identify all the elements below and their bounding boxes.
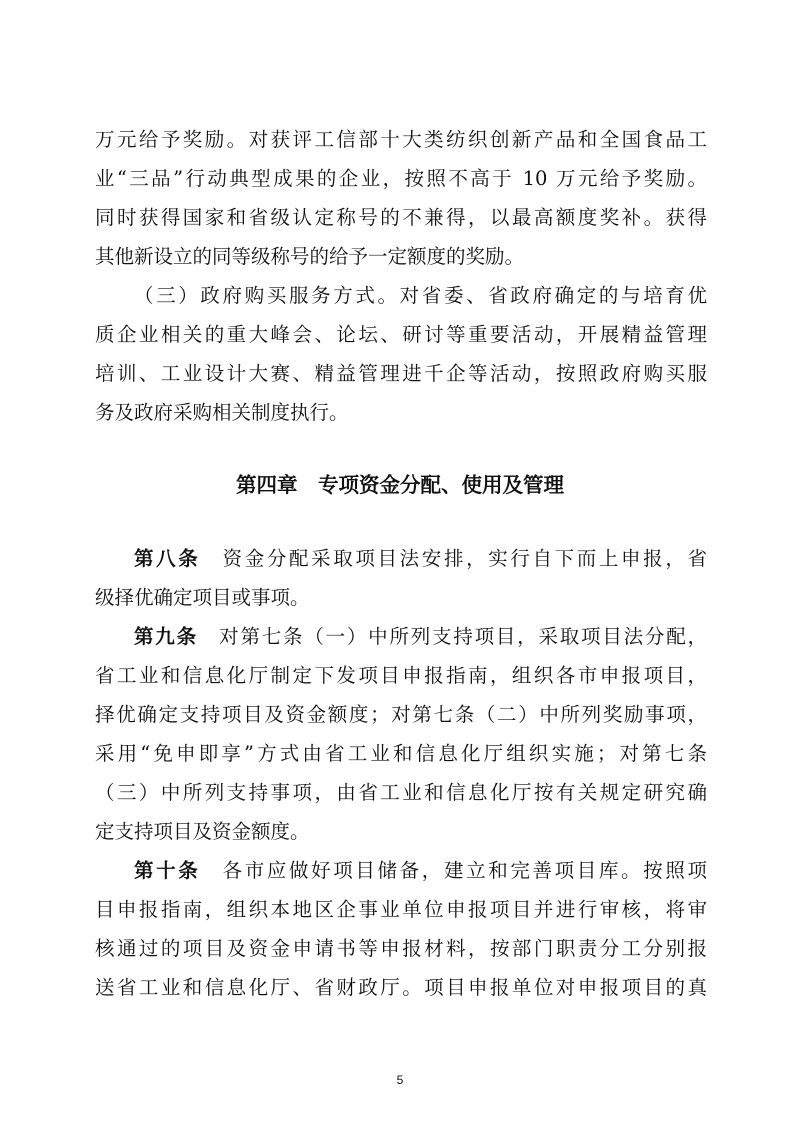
article-8-line <box>134 545 707 573</box>
body-line: 目申报指南，组织本地区企事业单位申报项目并进行审核，将审 <box>95 898 707 921</box>
body-line: 同时获得国家和省级认定称号的不兼得，以最高额度奖补。获得 <box>95 206 707 229</box>
body-line: 业“三品”行动典型成果的企业，按照不高于 10 万元给予奖励。 <box>95 167 707 190</box>
body-line: 培训、工业设计大赛、精益管理进千企等活动，按照政府购买服 <box>95 362 707 385</box>
body-line: 其他新设立的同等级称号的给予一定额度的奖励。 <box>95 245 525 268</box>
article-text: 资金分配采取项目法安排，实行自下而上申报，省 <box>222 547 707 570</box>
body-line: 定支持项目及资金额度。 <box>95 820 310 843</box>
chapter-heading: 第四章 专项资金分配、使用及管理 <box>236 473 564 497</box>
article-9-line <box>134 623 707 651</box>
article-label: 第八条 <box>134 547 201 570</box>
body-line: （三）政府购买服务方式。对省委、省政府确定的与培育优 <box>134 284 707 307</box>
article-text: 各市应做好项目储备，建立和完善项目库。按照项 <box>222 859 707 882</box>
body-line: 采用“免申即享”方式由省工业和信息化厅组织实施；对第七条 <box>95 742 707 765</box>
body-line: 务及政府采购相关制度执行。 <box>95 401 349 424</box>
body-line: 省工业和信息化厅制定下发项目申报指南，组织各市申报项目， <box>95 664 707 687</box>
page-number: 5 <box>396 1073 404 1087</box>
body-line: 送省工业和信息化厅、省财政厅。项目申报单位对申报项目的真 <box>95 976 707 999</box>
body-line: （三）中所列支持事项，由省工业和信息化厅按有关规定研究确 <box>95 781 707 804</box>
article-text: 对第七条（一）中所列支持项目，采取项目法分配， <box>219 625 707 648</box>
article-label: 第十条 <box>134 859 201 882</box>
body-line: 级择优确定项目或事项。 <box>95 586 310 609</box>
body-line: 核通过的项目及资金申请书等申报材料，按部门职责分工分别报 <box>95 937 707 960</box>
article-10-line <box>134 857 707 885</box>
article-label: 第九条 <box>134 625 198 648</box>
body-line: 择优确定支持项目及资金额度；对第七条（二）中所列奖励事项， <box>95 703 707 726</box>
body-line: 万元给予奖励。对获评工信部十大类纺织创新产品和全国食品工 <box>95 128 707 151</box>
body-line: 质企业相关的重大峰会、论坛、研讨等重要活动，开展精益管理 <box>95 323 707 346</box>
